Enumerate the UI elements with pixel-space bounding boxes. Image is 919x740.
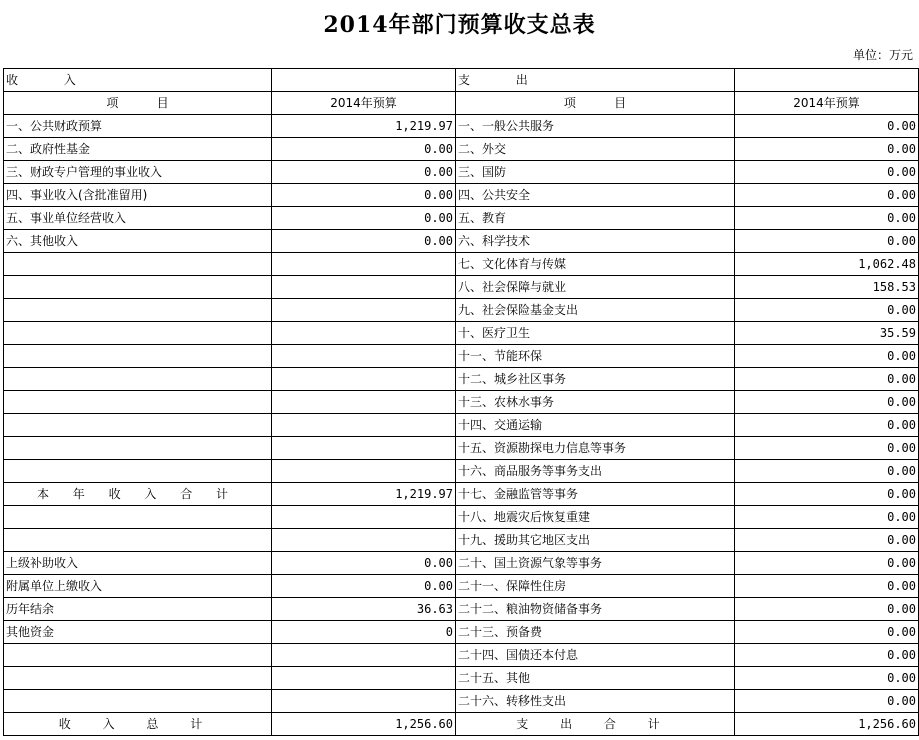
income-value-cell — [272, 506, 456, 529]
income-item-cell — [4, 391, 272, 414]
expense-item-cell: 十七、金融监管等事务 — [456, 483, 735, 506]
income-value-cell: 0.00 — [272, 184, 456, 207]
expense-value-cell: 0.00 — [735, 460, 919, 483]
expense-item-cell: 二十一、保障性住房 — [456, 575, 735, 598]
income-value-cell — [272, 276, 456, 299]
expense-value-cell: 0.00 — [735, 115, 919, 138]
header-row-2 — [4, 92, 919, 115]
expense-item-cell: 二十、国土资源气象等事务 — [456, 552, 735, 575]
income-value-cell: 1,219.97 — [272, 115, 456, 138]
expense-item-cell: 十九、援助其它地区支出 — [456, 529, 735, 552]
table-row — [4, 552, 919, 575]
income-item-cell: 二、政府性基金 — [4, 138, 272, 161]
expense-item-cell: 十二、城乡社区事务 — [456, 368, 735, 391]
expense-value-cell: 0.00 — [735, 483, 919, 506]
expense-item-cell: 十五、资源勘探电力信息等事务 — [456, 437, 735, 460]
income-value-cell — [272, 529, 456, 552]
income-value-cell — [272, 460, 456, 483]
table-row — [4, 345, 919, 368]
income-value-cell — [272, 391, 456, 414]
table-row — [4, 138, 919, 161]
income-value-cell: 0.00 — [272, 552, 456, 575]
unit-label: 单位：万元 — [852, 48, 913, 62]
expense-value-cell: 158.53 — [735, 276, 919, 299]
income-item-cell: 一、公共财政预算 — [4, 115, 272, 138]
income-item-cell: 五、事业单位经营收入 — [4, 207, 272, 230]
empty-header-cell — [735, 69, 919, 92]
income-item-cell — [4, 414, 272, 437]
expense-item-cell: 二十五、其他 — [456, 667, 735, 690]
expense-value-cell: 35.59 — [735, 322, 919, 345]
income-value-cell: 36.63 — [272, 598, 456, 621]
income-item-cell — [4, 322, 272, 345]
table-row — [4, 460, 919, 483]
income-value-cell — [272, 667, 456, 690]
expense-item-cell: 十三、农林水事务 — [456, 391, 735, 414]
expense-item-cell: 四、公共安全 — [456, 184, 735, 207]
expense-value-cell: 0.00 — [735, 552, 919, 575]
table-row — [4, 575, 919, 598]
expense-item-cell: 十、医疗卫生 — [456, 322, 735, 345]
income-item-cell: 本 年 收 入 合 计 — [4, 483, 272, 506]
table-row — [4, 230, 919, 253]
table-row — [4, 529, 919, 552]
expense-value-cell: 0.00 — [735, 644, 919, 667]
expense-item-cell: 二十四、国债还本付息 — [456, 644, 735, 667]
income-total-value: 1,256.60 — [272, 713, 456, 736]
table-row — [4, 437, 919, 460]
income-value-cell — [272, 299, 456, 322]
income-value-cell — [272, 253, 456, 276]
expense-value-cell: 0.00 — [735, 230, 919, 253]
table-row — [4, 115, 919, 138]
income-item-cell — [4, 368, 272, 391]
expense-value-cell: 0.00 — [735, 345, 919, 368]
expense-total-label: 支 出 合 计 — [456, 713, 735, 736]
expense-value-cell: 0.00 — [735, 414, 919, 437]
table-row — [4, 368, 919, 391]
expense-value-cell: 0.00 — [735, 391, 919, 414]
expense-item-cell: 二十二、粮油物资储备事务 — [456, 598, 735, 621]
expense-item-cell: 十一、节能环保 — [456, 345, 735, 368]
income-value-cell: 0.00 — [272, 207, 456, 230]
income-item-cell — [4, 644, 272, 667]
expense-item-header: 项 目 — [456, 92, 735, 115]
expense-value-cell: 0.00 — [735, 575, 919, 598]
table-row — [4, 207, 919, 230]
table-row — [4, 483, 919, 506]
income-item-cell — [4, 667, 272, 690]
expense-item-cell: 五、教育 — [456, 207, 735, 230]
expense-value-cell: 0.00 — [735, 667, 919, 690]
expense-item-cell: 二、外交 — [456, 138, 735, 161]
income-value-cell: 0.00 — [272, 230, 456, 253]
expense-value-cell: 0.00 — [735, 184, 919, 207]
income-item-cell — [4, 529, 272, 552]
budget-table — [3, 68, 919, 736]
income-item-cell: 四、事业收入(含批准留用) — [4, 184, 272, 207]
expense-item-cell: 十六、商品服务等事务支出 — [456, 460, 735, 483]
income-value-cell — [272, 345, 456, 368]
expense-value-cell: 0.00 — [735, 690, 919, 713]
header-row-1 — [4, 69, 919, 92]
income-value-cell: 1,219.97 — [272, 483, 456, 506]
expense-item-cell: 七、文化体育与传媒 — [456, 253, 735, 276]
table-row — [4, 276, 919, 299]
expense-item-cell: 二十六、转移性支出 — [456, 690, 735, 713]
table-row — [4, 253, 919, 276]
income-value-cell — [272, 414, 456, 437]
income-header: 收 入 — [4, 69, 272, 92]
expense-item-cell: 八、社会保障与就业 — [456, 276, 735, 299]
income-value-cell — [272, 368, 456, 391]
income-item-cell — [4, 299, 272, 322]
income-value-cell — [272, 644, 456, 667]
expense-value-cell: 0.00 — [735, 368, 919, 391]
income-item-cell: 上级补助收入 — [4, 552, 272, 575]
income-item-cell — [4, 276, 272, 299]
table-row — [4, 621, 919, 644]
total-row — [4, 713, 919, 736]
expense-item-cell: 十八、地震灾后恢复重建 — [456, 506, 735, 529]
expense-item-cell: 十四、交通运输 — [456, 414, 735, 437]
income-item-cell — [4, 460, 272, 483]
table-row — [4, 391, 919, 414]
income-value-cell — [272, 322, 456, 345]
expense-value-cell: 1,062.48 — [735, 253, 919, 276]
table-row — [4, 299, 919, 322]
expense-value-cell: 0.00 — [735, 138, 919, 161]
expense-item-cell: 六、科学技术 — [456, 230, 735, 253]
table-row — [4, 598, 919, 621]
expense-value-cell: 0.00 — [735, 161, 919, 184]
page-title: 2014年部门预算收支总表 — [323, 12, 596, 38]
income-item-cell: 三、财政专户管理的事业收入 — [4, 161, 272, 184]
expense-value-cell: 0.00 — [735, 506, 919, 529]
empty-header-cell — [272, 69, 456, 92]
expense-value-cell: 0.00 — [735, 437, 919, 460]
income-item-cell — [4, 253, 272, 276]
table-row — [4, 161, 919, 184]
income-item-cell — [4, 506, 272, 529]
income-item-header: 项 目 — [4, 92, 272, 115]
income-item-cell: 历年结余 — [4, 598, 272, 621]
table-row — [4, 322, 919, 345]
expense-value-cell: 0.00 — [735, 598, 919, 621]
income-value-cell: 0.00 — [272, 138, 456, 161]
expense-budget-header: 2014年预算 — [735, 92, 919, 115]
income-item-cell — [4, 437, 272, 460]
expense-total-value: 1,256.60 — [735, 713, 919, 736]
table-row — [4, 690, 919, 713]
income-value-cell: 0.00 — [272, 575, 456, 598]
table-row — [4, 184, 919, 207]
table-row — [4, 414, 919, 437]
expense-value-cell: 0.00 — [735, 621, 919, 644]
expense-item-cell: 二十三、预备费 — [456, 621, 735, 644]
income-value-cell — [272, 690, 456, 713]
income-value-cell: 0.00 — [272, 161, 456, 184]
expense-value-cell: 0.00 — [735, 529, 919, 552]
expense-item-cell: 九、社会保险基金支出 — [456, 299, 735, 322]
table-row — [4, 667, 919, 690]
income-item-cell: 附属单位上缴收入 — [4, 575, 272, 598]
expense-value-cell: 0.00 — [735, 207, 919, 230]
table-row — [4, 506, 919, 529]
table-row — [4, 644, 919, 667]
expense-item-cell: 三、国防 — [456, 161, 735, 184]
income-value-cell: 0 — [272, 621, 456, 644]
income-item-cell: 六、其他收入 — [4, 230, 272, 253]
expense-header: 支 出 — [456, 69, 735, 92]
income-item-cell — [4, 345, 272, 368]
income-item-cell: 其他资金 — [4, 621, 272, 644]
expense-value-cell: 0.00 — [735, 299, 919, 322]
expense-item-cell: 一、一般公共服务 — [456, 115, 735, 138]
income-total-label: 收 入 总 计 — [4, 713, 272, 736]
income-value-cell — [272, 437, 456, 460]
income-item-cell — [4, 690, 272, 713]
income-budget-header: 2014年预算 — [272, 92, 456, 115]
